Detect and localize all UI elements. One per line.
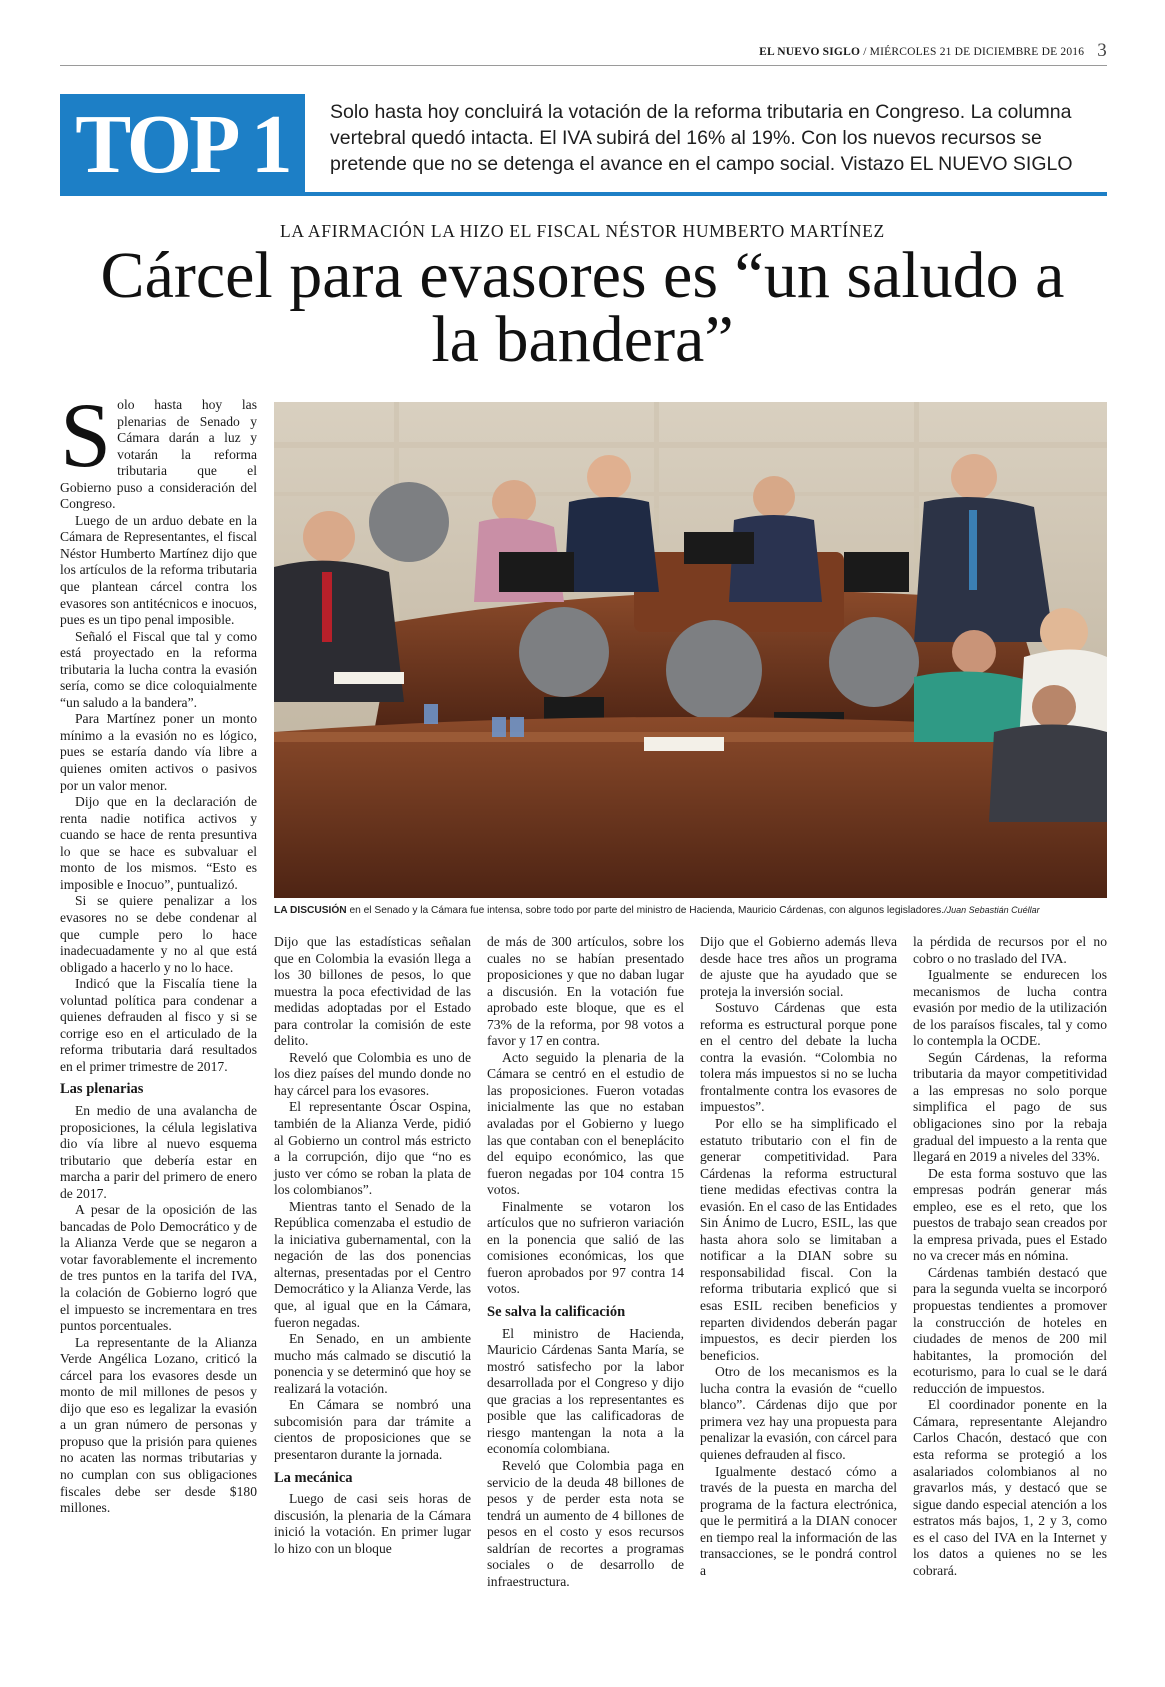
article-column-5: [913, 934, 1107, 1579]
caption-lead: LA DISCUSIÓN: [274, 905, 347, 916]
paragraph: Para Martínez poner un monto mínimo a la evasión no es lógico, pues se estaría dando vía libre a quienes omiten activos o pasivos por un valor menor.: [60, 711, 257, 793]
paragraph: El representante Óscar Ospina, también de la Alianza Verde, pidió al Gobierno un control más estricto a la corrupción, dijo que “no es justo ver cómo se roban la plata de los colombianos”.: [274, 1099, 471, 1198]
caption-text: en el Senado y la Cámara fue intensa, sobre todo por parte del ministro de Hacienda, Mauricio Cárdenas, con algunos legisladores.: [346, 905, 945, 916]
paragraph: Indicó que la Fiscalía tiene la voluntad política para condenar a quienes defrauden al fisco y si se corrige eso en el articulado de la reforma tributaria dará resultados en el primer trimestre de 2017.: [60, 976, 257, 1074]
paragraph: A pesar de la oposición de las bancadas de Polo Democrático y de la Alianza Verde que se negaron a votar favorablemente el incremento de tres puntos en la tarifa del IVA, la colación de Gobierno logró que el impuesto se incrementara en tres puntos porcentuales.: [60, 1202, 257, 1334]
subhead-se-salva-la-calificacion: Se salva la calificación: [487, 1304, 626, 1321]
paragraph: Otro de los mecanismos es la lucha contra la evasión de “cuello blanco”. Cárdenas dijo que por primera vez hay una propuesta para penalizar la evasión, con cárcel para quienes defrauden al fisco.: [700, 1364, 897, 1462]
paragraph: En medio de una avalancha de proposiciones, la célula legislativa dio vía libre al nuevo esquema tributario que debería estar en marcha a parir del primero de enero de 2017.: [60, 1102, 257, 1201]
paragraph: Igualmente se endurecen los mecanismos de lucha contra evasión por medio de la utilización de los paraísos fiscales, tal y como lo contempla la OCDE.: [913, 967, 1107, 1049]
top-label: TOP 1: [60, 94, 305, 196]
paragraph: olo hasta hoy las plenarias de Senado y Cámara darán a luz y votarán la reforma tributaria que el Gobierno puso a consideración del Congreso.: [60, 397, 257, 512]
paragraph: Reveló que Colombia paga en servicio de la deuda 48 billones de pesos y de perder esta nota se tendrá un aumento de 4 billones de pesos en el costo y esos recursos saldrían de recortes a programas sociales o de desarrollo de infraestructura.: [487, 1457, 684, 1589]
paragraph: Luego de casi seis horas de discusión, la plenaria de la Cámara inició la votación. En primer lugar lo hizo con un bloque: [274, 1491, 471, 1556]
paragraph: Dijo que en la declaración de renta nadie notifica activos y cuando se hace de renta presuntiva lo que se hace es subvaluar el monto de los mismos. “Esto es imposible e Inocuo”, puntualizó.: [60, 794, 257, 892]
headline: Cárcel para evasores es “un saludo a la bandera”: [100, 239, 1065, 376]
paragraph: de más de 300 artículos, sobre los cuales no se habían presentado proposiciones y que no daban lugar a discusión. En la votación fue aprobado este bloque, que es el 73% de la reforma, por 98 votos a favor y 17 en contra.: [487, 934, 684, 1049]
paragraph: En Cámara se nombró una subcomisión para dar trámite a cientos de proposiciones que se presentaron durante la jornada.: [274, 1397, 471, 1462]
paragraph: Señaló el Fiscal que tal y como está proyectado en la reforma tributaria la lucha contra la evasión sería, como se dice coloquialmente “un saludo a la bandera”.: [60, 628, 257, 710]
paragraph: Según Cárdenas, la reforma tributaria da mayor competitividad a las empresas no solo porque simplifica el pago de sus obligaciones sino por la rebaja gradual del impuesto a la renta que llegará en 2019 a niveles del 33%.: [913, 1049, 1107, 1165]
paragraph: En Senado, en un ambiente mucho más calmado se discutió la ponencia y se determinó que hoy se realizará la votación.: [274, 1331, 471, 1396]
paragraph: Reveló que Colombia es uno de los diez países del mundo donde no hay cárcel para los evasores.: [274, 1049, 471, 1098]
news-photo: [274, 402, 1107, 898]
folio-paper-name: EL NUEVO SIGLO: [759, 46, 861, 58]
subhead-las-plenarias: Las plenarias: [60, 1081, 144, 1098]
paragraph: Por ello se ha simplificado el estatuto tributario con el fin de generar competitividad. Para Cárdenas la reforma estructural tiene medidas efectivas contra la evasión. En el caso de las Entidades Sin Ánimo de Lucro, ESIL, las que hasta ahora solo se limitaban a notificar a la DIAN sobre su responsabilidad fiscal. Con la reforma tributaria explicó que si esas ESIL reciben beneficios y reparten dividendos deberán pagar impuestos, es decir pierden los beneficios.: [700, 1116, 897, 1363]
article-column-2: [274, 934, 471, 1557]
top-summary: Solo hasta hoy concluirá la votación de la reforma tributaria en Congreso. La columna vertebral quedó intacta. El IVA subirá del 16% al 19%. Con los nuevos recursos se pretende que no se detenga el avance en el campo social. Vistazo EL NUEVO SIGLO: [330, 101, 1073, 175]
paragraph: Mientras tanto el Senado de la República comenzaba el estudio de la iniciativa gubernamental, con la negación de las dos ponencias alternas, presentadas por el Centro Democrático y la Alianza Verde, las que, al igual que en la Cámara, fueron negadas.: [274, 1198, 471, 1330]
paragraph: Finalmente se votaron los artículos que no sufrieron variación en la ponencia que salió de las comisiones económicas, los que fueron aprobados por 97 contra 14 votos.: [487, 1198, 684, 1297]
paragraph: Si se quiere penalizar a los evasores no se debe condenar al que cumple pero lo hace inadecuadamente y no al que está obligado a hacerlo y no lo hace.: [60, 893, 257, 975]
paragraph: La representante de la Alianza Verde Angélica Lozano, criticó la cárcel para los evasores desde un monto de mil millones de pesos y dijo que eso es legalizar la evasión a un gran número de personas y propuso que la prisión para quienes no acaten las normas tributarias y no cumplan con sus obligaciones fiscales debe ser desde $180 millones.: [60, 1334, 257, 1516]
page-number: 3: [1097, 40, 1107, 61]
article-column-4: [700, 934, 897, 1579]
top-banner-rule: [305, 192, 1107, 196]
paragraph: Acto seguido la plenaria de la Cámara se centró en el estudio de las proposiciones. Fueron votadas inicialmente las que no estaban avaladas por el Gobierno y luego las que contaban con el beneplácito del equipo económico, las que fueron negadas por 104 contra 15 votos.: [487, 1049, 684, 1198]
paragraph: la pérdida de recursos por el no cobro o no traslado del IVA.: [913, 934, 1107, 966]
kicker: LA AFIRMACIÓN LA HIZO EL FISCAL NÉSTOR HUMBERTO MARTÍNEZ: [280, 221, 885, 241]
photo-caption: [274, 904, 1107, 917]
top-banner: [60, 94, 1107, 196]
paragraph: De esta forma sostuvo que las empresas podrán generar más empleo, ese es el reto, que los puestos de trabajo sean creados por la empresa privada, pues el Estado no va crecer más en nómina.: [913, 1165, 1107, 1264]
page-folio: [759, 40, 1107, 62]
folio-date: / MIÉRCOLES 21 DE DICIEMBRE DE 2016: [863, 46, 1085, 58]
paragraph: Luego de un arduo debate en la Cámara de Representantes, el fiscal Néstor Humberto Martínez dijo que los artículos de la reforma tributaria que plantean cárcel contra los evasores son antitécnicos e inocuos, pues es un tipo penal imposible.: [60, 512, 257, 628]
header-rule: [60, 65, 1107, 66]
paragraph: Dijo que las estadísticas señalan que en Colombia la evasión llega a los 30 billones de pesos, lo que muestra la poca efectividad de las medidas adoptadas por el Estado para controlar la comisión de este delito.: [274, 934, 471, 1049]
photo-credit: /Juan Sebastián Cuéllar: [944, 905, 1040, 915]
article-column-1: [60, 384, 257, 1517]
paragraph: Igualmente destacó cómo a través de la puesta en marcha del programa de la factura electrónica, que le permitirá a la DIAN conocer en tiempo real la información de las transacciones, se le pondrá control a: [700, 1463, 897, 1578]
congress-session-photo: [274, 402, 1107, 898]
paragraph: El coordinador ponente en la Cámara, representante Alejandro Carlos Chacón, destacó que con esta reforma se protegió a los asalariados colombianos al no gravarlos más, y destacó que se sigue dando especial atención a los estratos más bajos, 1, 2 y 3, como es el caso del IVA en la Internet y los datos a quienes no se les cobrará.: [913, 1397, 1107, 1578]
paragraph: Sostuvo Cárdenas que esta reforma es estructural porque pone en el centro del debate la lucha contra la evasión. “Colombia no tolera más impuestos si no se lucha frontalmente contra los evasores de impuestos”.: [700, 1000, 897, 1115]
paragraph: El ministro de Hacienda, Mauricio Cárdenas Santa María, se mostró satisfecho por la labor desarrollada por el Congreso y dijo que gracias a los representantes es posible que las calificadoras de riesgo mantengan la nota a la economía colombiana.: [487, 1325, 684, 1457]
paragraph: Cárdenas también destacó que para la segunda vuelta se incorporó propuestas tendientes a promover la construcción de hoteles en ciudades de menos de 200 mil habitantes, la promoción del ecoturismo, para lo cual se le dará reducción de impuestos.: [913, 1264, 1107, 1396]
drop-cap: S: [60, 384, 112, 486]
article-column-3: [487, 934, 684, 1590]
subhead-la-mecanica: La mecánica: [274, 1469, 353, 1486]
paragraph: Dijo que el Gobierno además lleva desde hace tres años un programa de ajuste que ha ayudado que se proteja la inversión social.: [700, 934, 897, 999]
